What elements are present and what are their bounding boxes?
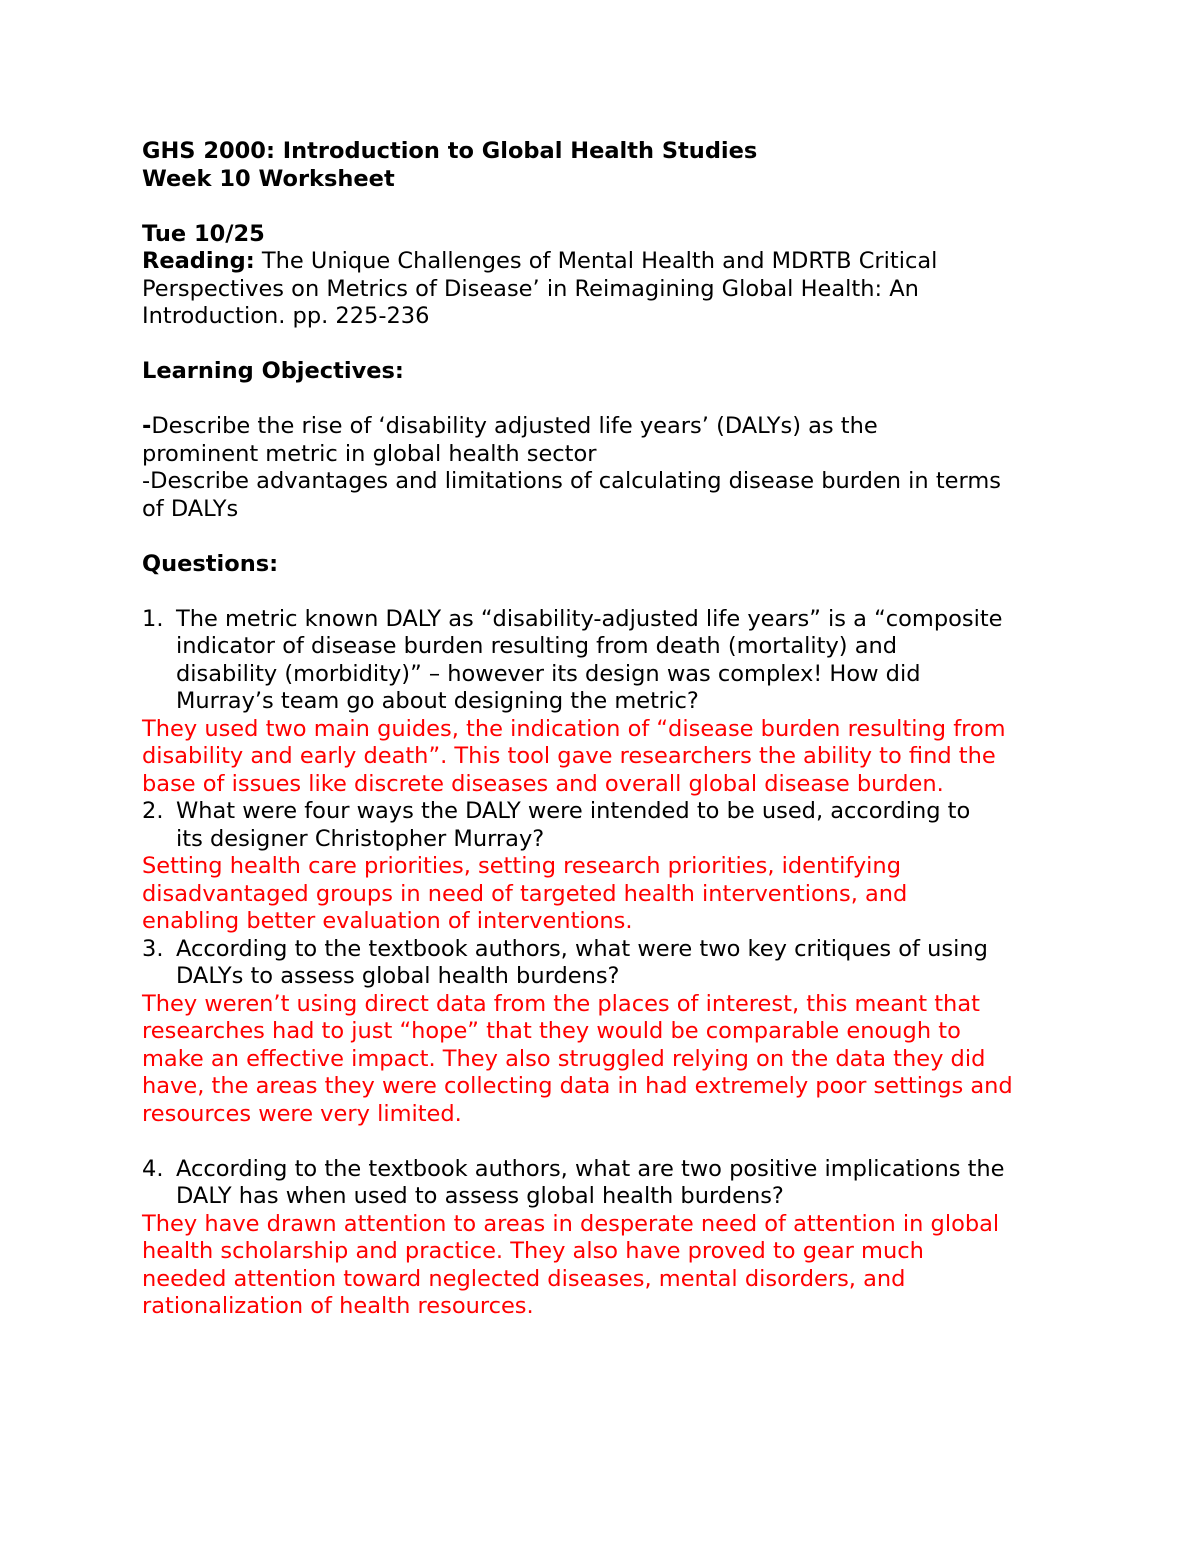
answer-line: They weren’t using direct data from the places of interest, this meant that [142,990,980,1017]
objective-1-line-2: prominent metric in global health sector [142,440,597,467]
answer-2 [142,853,1072,936]
answer-line: resources were very limited. [142,1100,462,1127]
question-line: DALYs to assess global health burdens? [176,963,620,989]
worksheet-title: Week 10 Worksheet [142,165,395,192]
answer-1 [142,716,1072,799]
objective-2-line-1: -Describe advantages and limitations of calculating disease burden in terms [142,468,1001,494]
session-date: Tue 10/25 [142,220,265,247]
answer-line: needed attention toward neglected diseases, mental disorders, and [142,1265,906,1292]
spacer [142,523,1072,551]
question-line: disability (morbidity)” – however its design was complex! How did [176,660,921,687]
question-line: According to the textbook authors, what are two positive implications the [176,1155,1005,1182]
answer-4 [142,1211,1072,1321]
answer-line: disability and early death”. This tool gave researchers the ability to find the [142,743,996,769]
question-text [142,606,1072,716]
worksheet-page [142,138,1072,1321]
objective-2-line-2: of DALYs [142,495,239,522]
question-line: The metric known DALY as “disability-adjusted life years” is a “composite [176,605,1003,632]
question-line: its designer Christopher Murray? [176,825,545,852]
question-line: Murray’s team go about designing the metric? [176,688,699,714]
spacer [142,1128,1072,1156]
spacer [142,193,1072,221]
answer-line: They have drawn attention to areas in desperate need of attention in global [142,1210,1000,1237]
reading-line-2: Perspectives on Metrics of Disease’ in Reimagining Global Health: An [142,275,919,302]
reading-text: The Unique Challenges of Mental Health and MDRTB Critical [254,248,938,274]
answer-line: rationalization of health resources. [142,1293,534,1319]
answer-3 [142,991,1072,1129]
question-line: What were four ways the DALY were intended to be used, according to [176,798,971,824]
question-text [142,1156,1072,1211]
answer-line: make an effective impact. They also struggled relying on the data they did [142,1045,986,1072]
question-number: 4. [142,1155,164,1182]
answer-line: enabling better evaluation of interventions. [142,908,633,934]
spacer [142,386,1072,414]
question-number: 1. [142,605,164,632]
objective-dash: - [142,468,151,494]
answer-line: researches had to just “hope” that they would be comparable enough to [142,1018,961,1044]
reading-line-3: Introduction. pp. 225-236 [142,303,430,329]
answer-line: disadvantaged groups in need of targeted health interventions, and [142,880,908,907]
answer-line: health scholarship and practice. They also have proved to gear much [142,1238,924,1264]
question-item-2 [142,798,1072,853]
reading-label: Reading: [142,248,255,274]
question-number: 3. [142,935,164,962]
question-item-3 [142,936,1072,991]
question-number: 2. [142,798,164,824]
answer-line: base of issues like discrete diseases and overall global disease burden. [142,770,944,797]
answer-line: They used two main guides, the indication of “disease burden resulting from [142,715,1006,742]
question-text [142,936,1072,991]
objective-1-line-1: -Describe the rise of ‘disability adjusted life years’ (DALYs) as the [142,413,878,439]
reading-line-1 [142,248,1072,276]
course-title: GHS 2000: Introduction to Global Health Studies [142,138,758,164]
spacer [142,578,1072,606]
question-line: DALY has when used to assess global health burdens? [176,1183,784,1209]
spacer [142,331,1072,359]
answer-line: Setting health care priorities, setting research priorities, identifying [142,853,901,879]
question-item-1 [142,606,1072,716]
question-line: According to the textbook authors, what were two key critiques of using [176,935,988,962]
objective-dash: - [142,413,152,439]
question-line: indicator of disease burden resulting from death (mortality) and [176,633,898,659]
answer-line: have, the areas they were collecting data in had extremely poor settings and [142,1073,1013,1099]
questions-heading: Questions: [142,550,279,577]
question-text [142,798,1072,853]
question-item-4 [142,1156,1072,1211]
objectives-heading: Learning Objectives: [142,358,404,384]
